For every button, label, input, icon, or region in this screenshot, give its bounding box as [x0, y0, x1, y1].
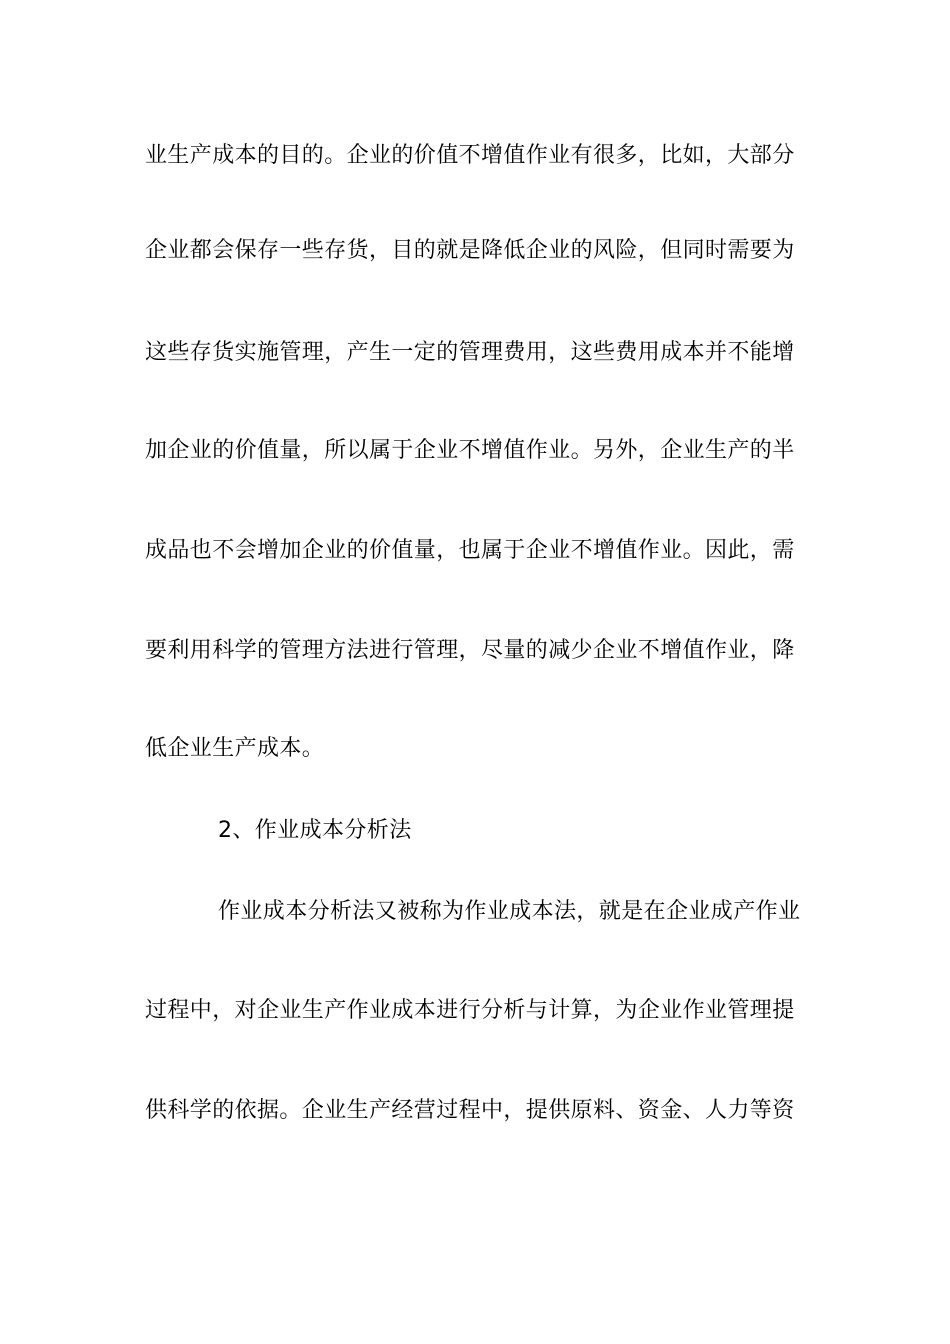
paragraph-1-line-5: 成品也不会增加企业的价值量，也属于企业不增值作业。因此，需	[145, 538, 795, 563]
paragraph-1-line-2: 企业都会保存一些存货，目的就是降低企业的风险，但同时需要为	[145, 238, 795, 263]
paragraph-2-line-1: 作业成本分析法又被称为作业成本法，就是在企业成产作业	[218, 899, 801, 924]
paragraph-2-line-2: 过程中，对企业生产作业成本进行分析与计算，为企业作业管理提	[145, 998, 795, 1023]
section-heading: 2、作业成本分析法	[218, 818, 412, 843]
paragraph-1-line-7: 低企业生产成本。	[145, 736, 325, 761]
paragraph-1-line-1: 业生产成本的目的。企业的价值不增值作业有很多，比如，大部分	[145, 143, 795, 168]
paragraph-2-line-3: 供科学的依据。企业生产经营过程中，提供原料、资金、人力等资	[145, 1098, 795, 1123]
paragraph-1-line-4: 加企业的价值量，所以属于企业不增值作业。另外，企业生产的半	[145, 438, 795, 463]
paragraph-1-line-6: 要利用科学的管理方法进行管理，尽量的减少企业不增值作业，降	[145, 638, 795, 663]
paragraph-1-line-3: 这些存货实施管理，产生一定的管理费用，这些费用成本并不能增	[145, 340, 795, 365]
